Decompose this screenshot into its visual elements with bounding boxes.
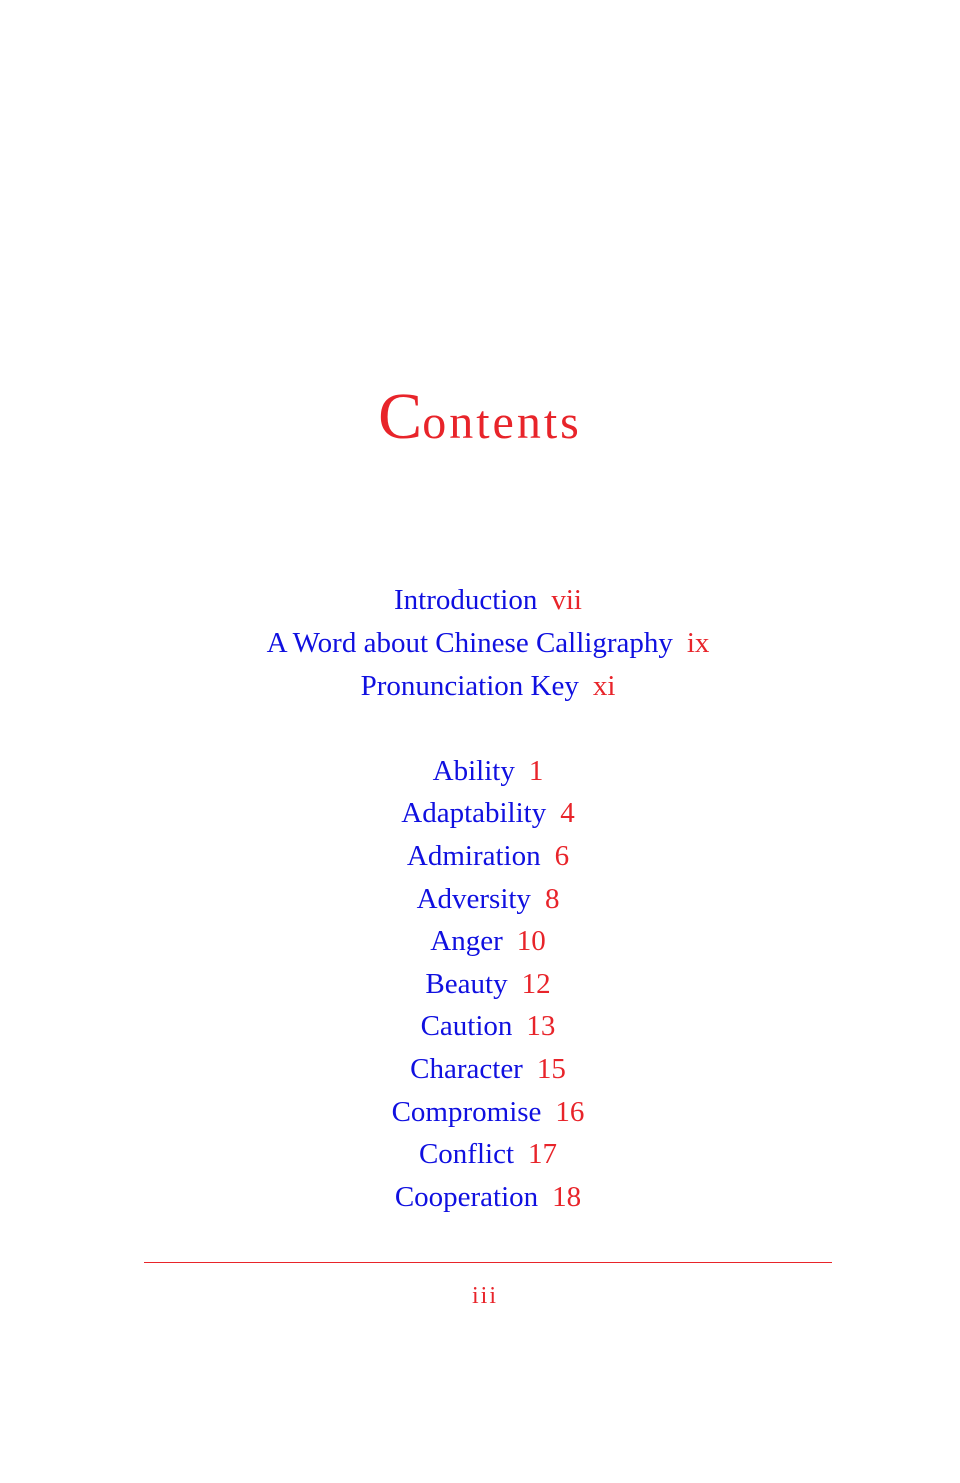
toc-entry-page: 13 xyxy=(526,1010,556,1042)
toc-entry-beauty[interactable] xyxy=(0,966,960,1002)
toc-entry-label: Ability xyxy=(432,755,515,787)
toc-entry-page: 4 xyxy=(560,797,575,829)
toc-entry-label: A Word about Chinese Calligraphy xyxy=(266,627,673,659)
toc-entry-label: Compromise xyxy=(391,1096,542,1128)
toc-entry-page: 18 xyxy=(552,1181,582,1213)
footer-divider xyxy=(144,1262,832,1263)
toc-entry-page: vii xyxy=(551,584,582,616)
toc-entry-page: 17 xyxy=(528,1138,558,1170)
toc-entry-label: Adaptability xyxy=(401,797,547,829)
toc-entry-character[interactable] xyxy=(0,1051,960,1087)
toc-entry-ability[interactable] xyxy=(0,753,960,789)
toc-entry-conflict[interactable] xyxy=(0,1136,960,1172)
page-title xyxy=(0,380,960,453)
toc-entry-label: Pronunciation Key xyxy=(360,670,579,702)
toc-entry-admiration[interactable] xyxy=(0,838,960,874)
toc-entry-label: Beauty xyxy=(425,968,508,1000)
toc-entry-label: Character xyxy=(410,1053,523,1085)
toc-entry-page: 10 xyxy=(516,925,546,957)
toc-entry-page: 6 xyxy=(554,840,570,872)
toc-entry-label: Adversity xyxy=(416,883,531,915)
toc-entry-page: 12 xyxy=(521,968,551,1000)
title-initial: C xyxy=(378,380,423,453)
toc-entry-page: 8 xyxy=(544,883,560,915)
toc-entry-label: Admiration xyxy=(406,840,541,872)
toc-entry-introduction[interactable] xyxy=(0,582,960,618)
toc-entry-page: 15 xyxy=(536,1053,566,1085)
toc-entry-adversity[interactable] xyxy=(0,881,960,917)
toc-entry-label: Cooperation xyxy=(394,1181,539,1213)
toc-entry-cooperation[interactable] xyxy=(0,1179,960,1215)
toc-entry-calligraphy[interactable] xyxy=(0,625,960,661)
toc-entry-compromise[interactable] xyxy=(0,1094,960,1130)
page-number: iii xyxy=(471,1283,498,1309)
toc-entry-adaptability[interactable] xyxy=(0,795,960,831)
toc-entry-label: Introduction xyxy=(394,584,538,616)
toc-entry-page: 16 xyxy=(555,1096,585,1128)
toc-entry-anger[interactable] xyxy=(0,923,960,959)
toc-entry-caution[interactable] xyxy=(0,1008,960,1044)
toc-entry-page: ix xyxy=(686,627,710,659)
toc-entry-pronunciation-key[interactable] xyxy=(0,668,960,704)
toc-entry-page: xi xyxy=(592,670,616,702)
toc-entry-page: 1 xyxy=(528,755,544,787)
toc-entry-label: Caution xyxy=(420,1010,513,1042)
title-rest: ontents xyxy=(422,396,582,449)
toc-entry-label: Anger xyxy=(430,925,503,957)
toc-entry-label: Conflict xyxy=(418,1138,515,1170)
